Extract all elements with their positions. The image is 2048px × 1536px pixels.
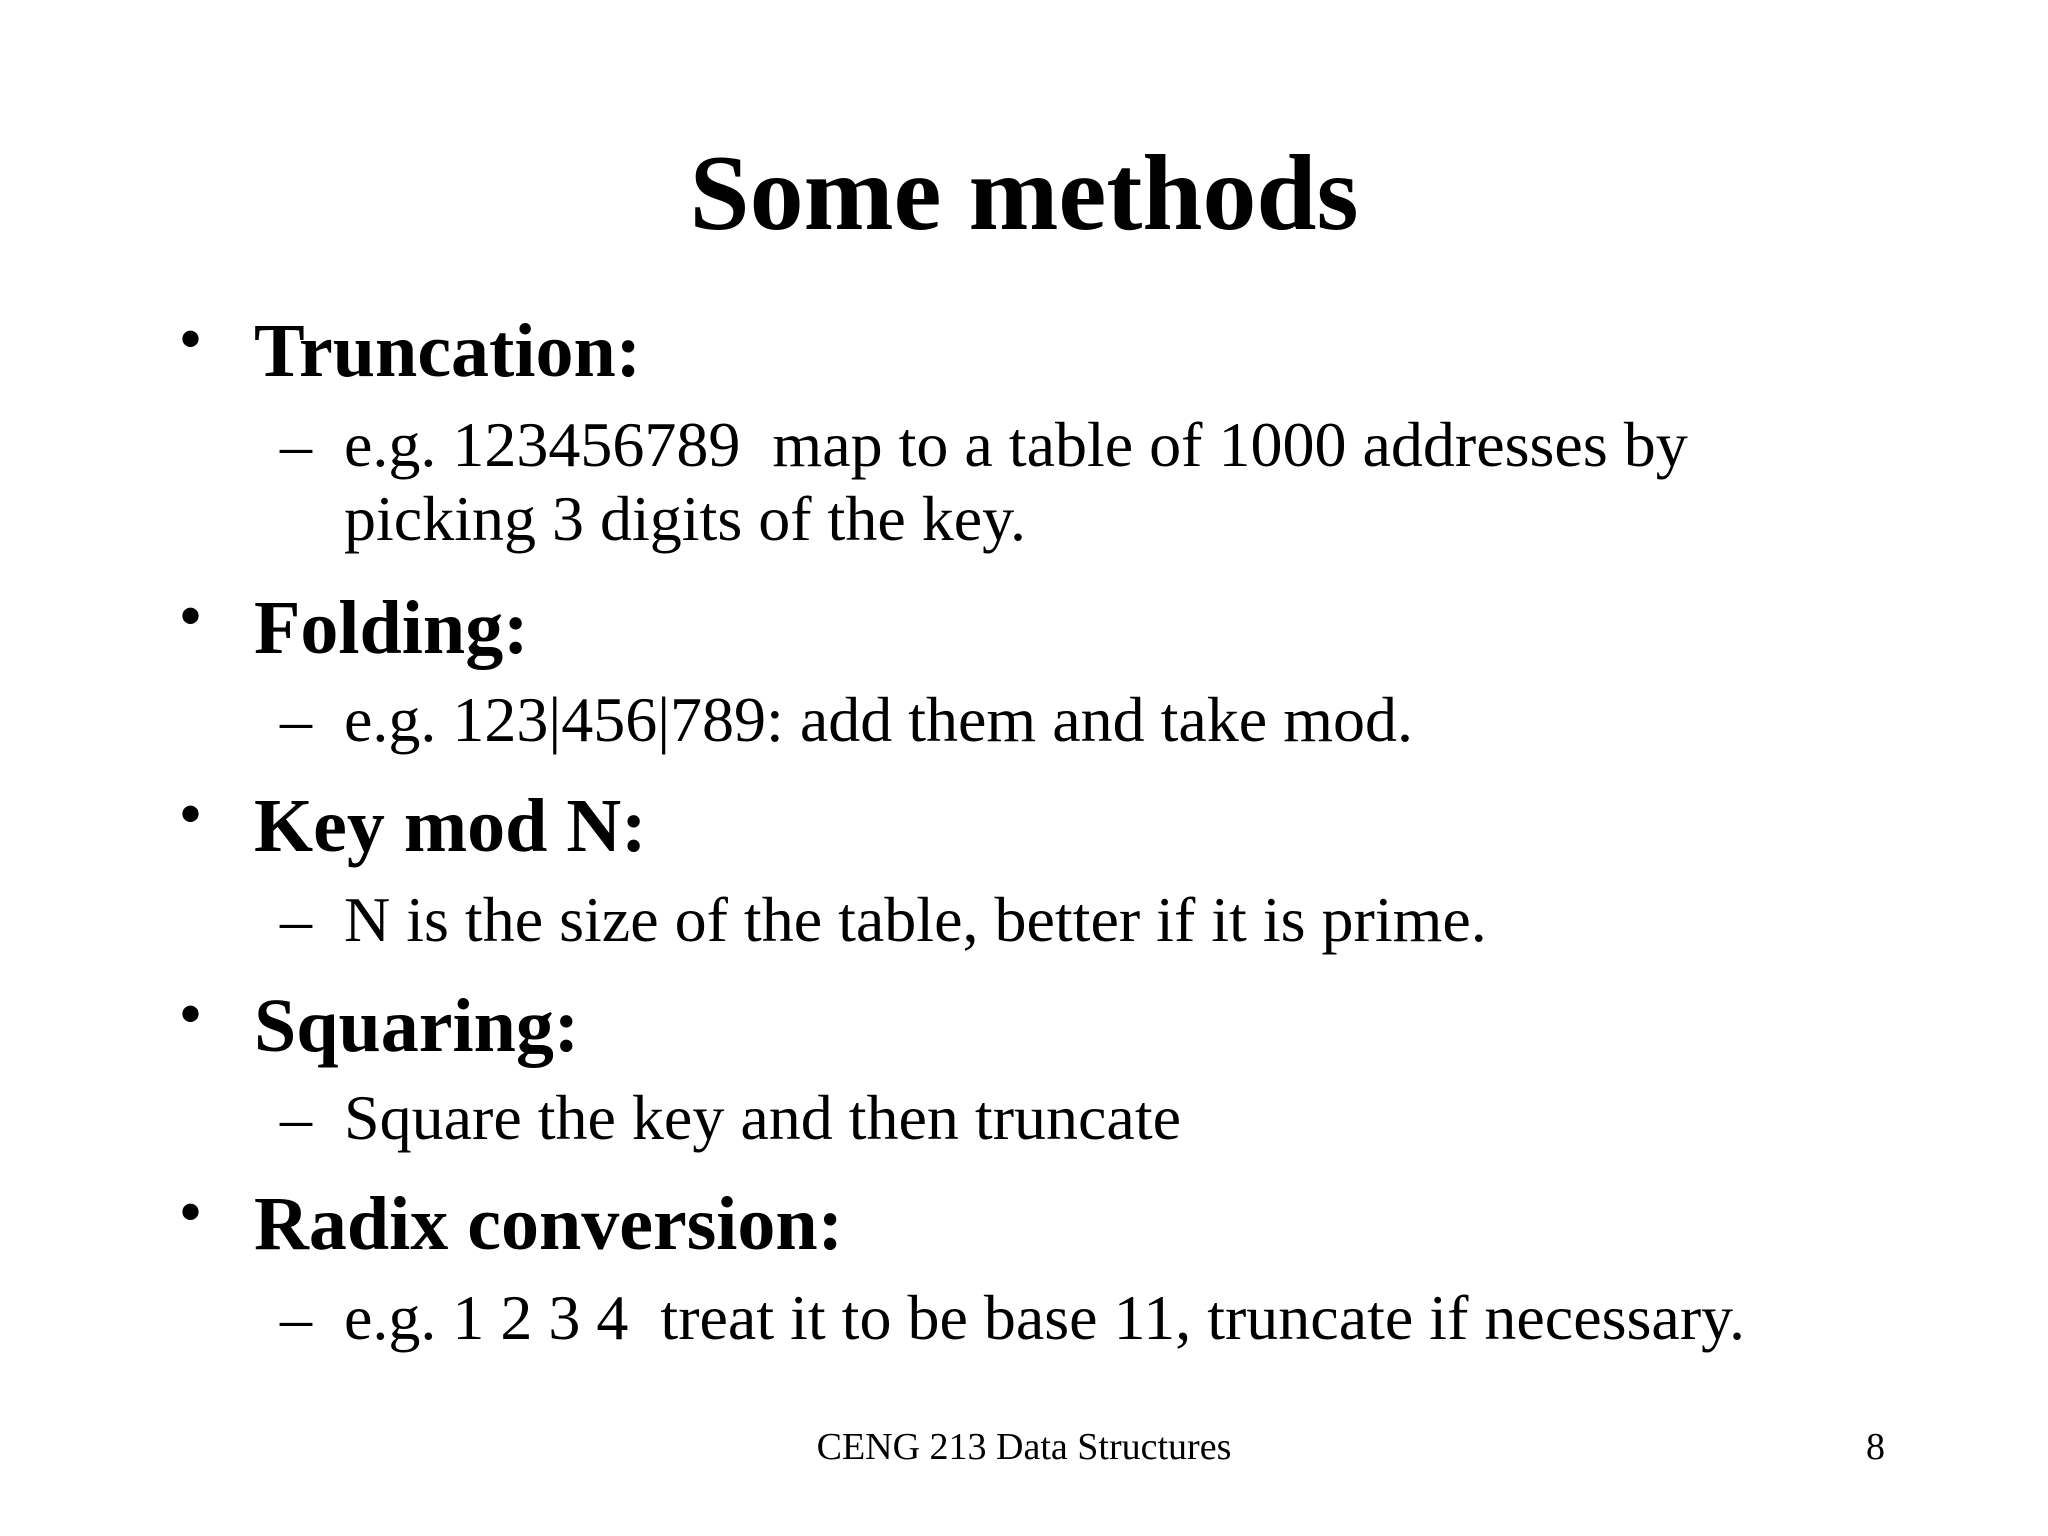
- sub-dash: –: [280, 884, 312, 955]
- sub-text: e.g. 123|456|789: add them and take mod.: [344, 684, 1413, 755]
- bullet-label: Radix conversion:: [254, 1182, 843, 1266]
- bullet-label: Folding:: [254, 586, 529, 670]
- sub-text: Square the key and then truncate: [344, 1082, 1181, 1153]
- sub-text: e.g. 1 2 3 4 treat it to be base 11, truncate if necessary.: [344, 1282, 1745, 1353]
- bullet-label: Truncation:: [254, 309, 642, 393]
- sub-text: N is the size of the table, better if it is prime.: [344, 884, 1487, 955]
- bullet-dot: •: [180, 1179, 202, 1245]
- bullet-dot: •: [180, 583, 202, 649]
- sub-dash: –: [280, 684, 312, 755]
- bullet-label: Squaring:: [254, 984, 580, 1068]
- bullet-dot: •: [180, 981, 202, 1047]
- sub-dash: –: [280, 1282, 312, 1353]
- page-number: 8: [1866, 1426, 1885, 1468]
- sub-dash: –: [280, 409, 312, 480]
- footer-course-name: CENG 213 Data Structures: [816, 1426, 1232, 1468]
- slide-title: Some methods: [689, 134, 1359, 253]
- sub-text: e.g. 123456789 map to a table of 1000 addresses by picking 3 digits of the key.: [344, 409, 1704, 554]
- bullet-dot: •: [180, 781, 202, 847]
- bullet-dot: •: [180, 306, 202, 372]
- bullet-label: Key mod N:: [254, 784, 647, 868]
- sub-dash: –: [280, 1082, 312, 1153]
